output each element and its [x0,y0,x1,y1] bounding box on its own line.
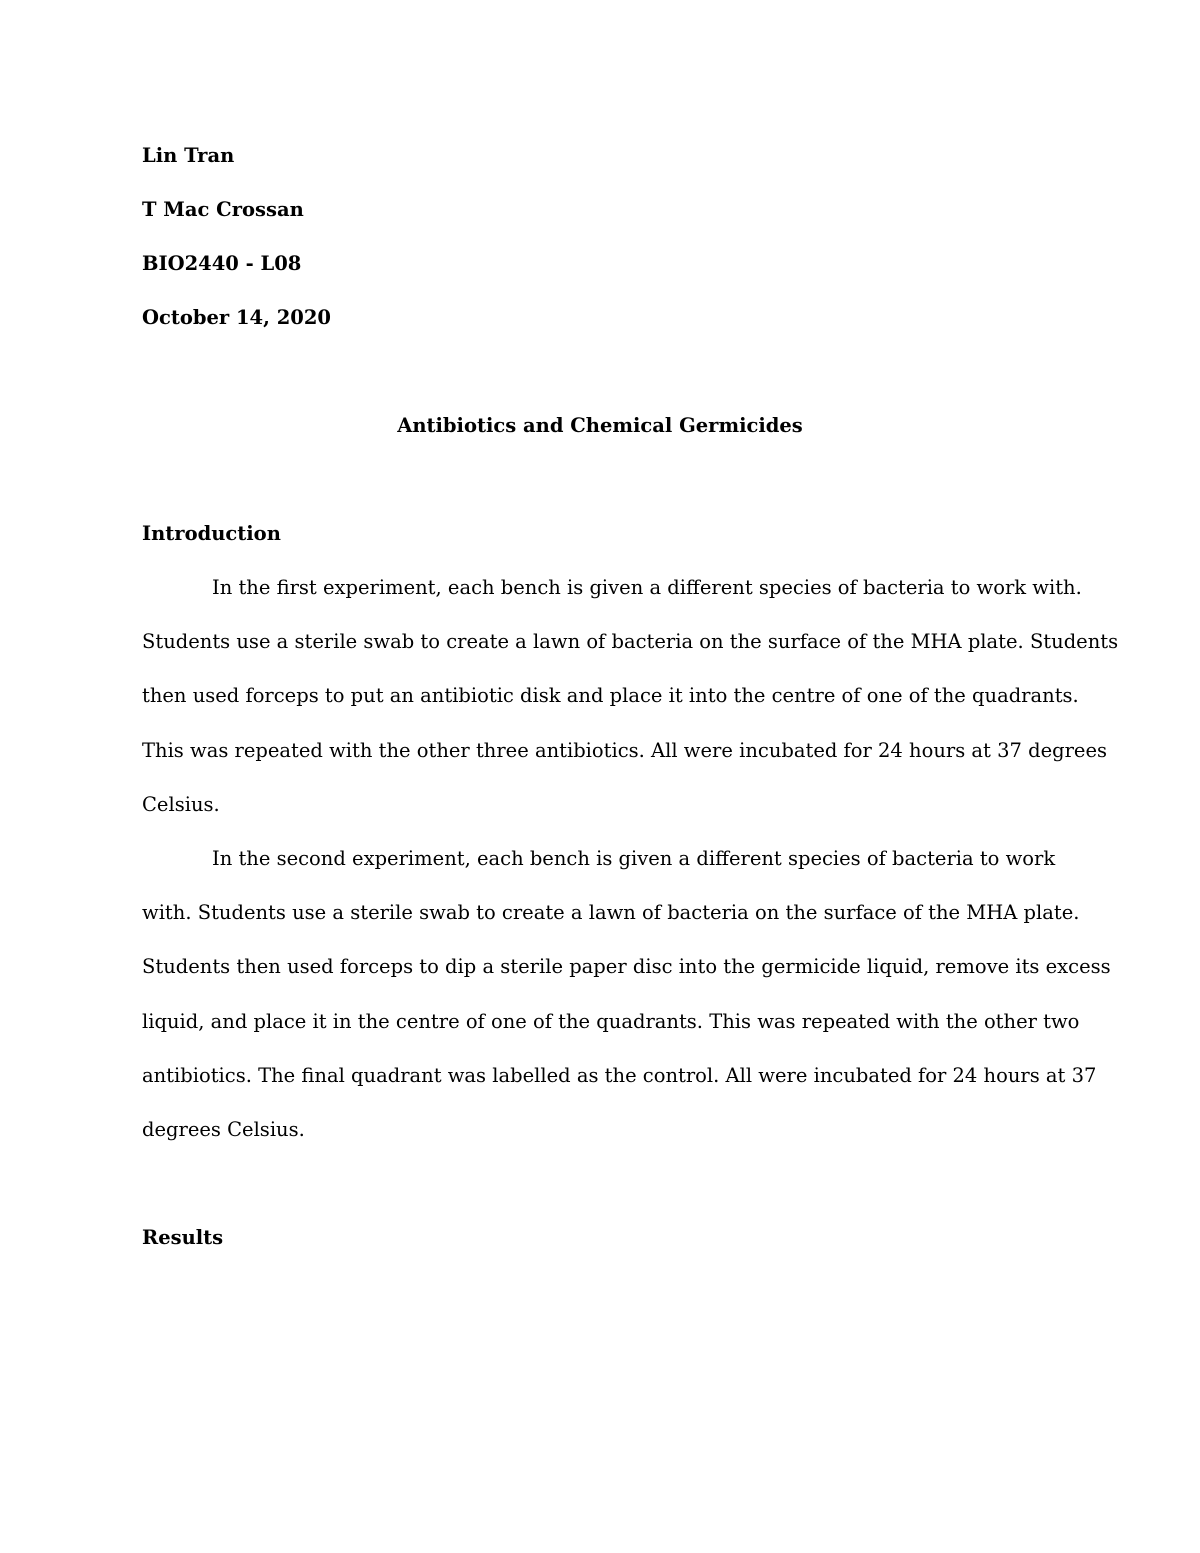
document-title: Antibiotics and Chemical Germicides [397,414,803,437]
paragraph-1-line: Students use a sterile swab to create a lawn of bacteria on the surface of the MHA plate. Students [142,630,1119,653]
paragraph-2-line: In the second experiment, each bench is given a different species of bacteria to work [212,847,1056,870]
results-heading: Results [142,1226,224,1249]
paragraph-2-line: with. Students use a sterile swab to create a lawn of bacteria on the surface of the MHA plate. [142,901,1080,924]
paragraph-2-line: Students then used forceps to dip a sterile paper disc into the germicide liquid, remove its excess [142,955,1111,978]
introduction-heading: Introduction [142,522,281,545]
paragraph-2-line: degrees Celsius. [142,1118,305,1141]
instructor-name: T Mac Crossan [142,198,304,221]
paragraph-1-line: In the first experiment, each bench is given a different species of bacteria to work with. [212,576,1082,599]
student-name: Lin Tran [142,144,235,167]
paragraph-1-line: This was repeated with the other three antibiotics. All were incubated for 24 hours at 37 degrees [142,739,1108,762]
paragraph-2-line: antibiotics. The final quadrant was labelled as the control. All were incubated for 24 hours at 37 [142,1064,1097,1087]
paragraph-1-line: Celsius. [142,793,220,816]
course-code: BIO2440 - L08 [142,252,302,275]
paragraph-2-line: liquid, and place it in the centre of one of the quadrants. This was repeated with the other two [142,1010,1080,1033]
document-date: October 14, 2020 [142,306,331,329]
paragraph-1-line: then used forceps to put an antibiotic disk and place it into the centre of one of the quadrants. [142,684,1079,707]
